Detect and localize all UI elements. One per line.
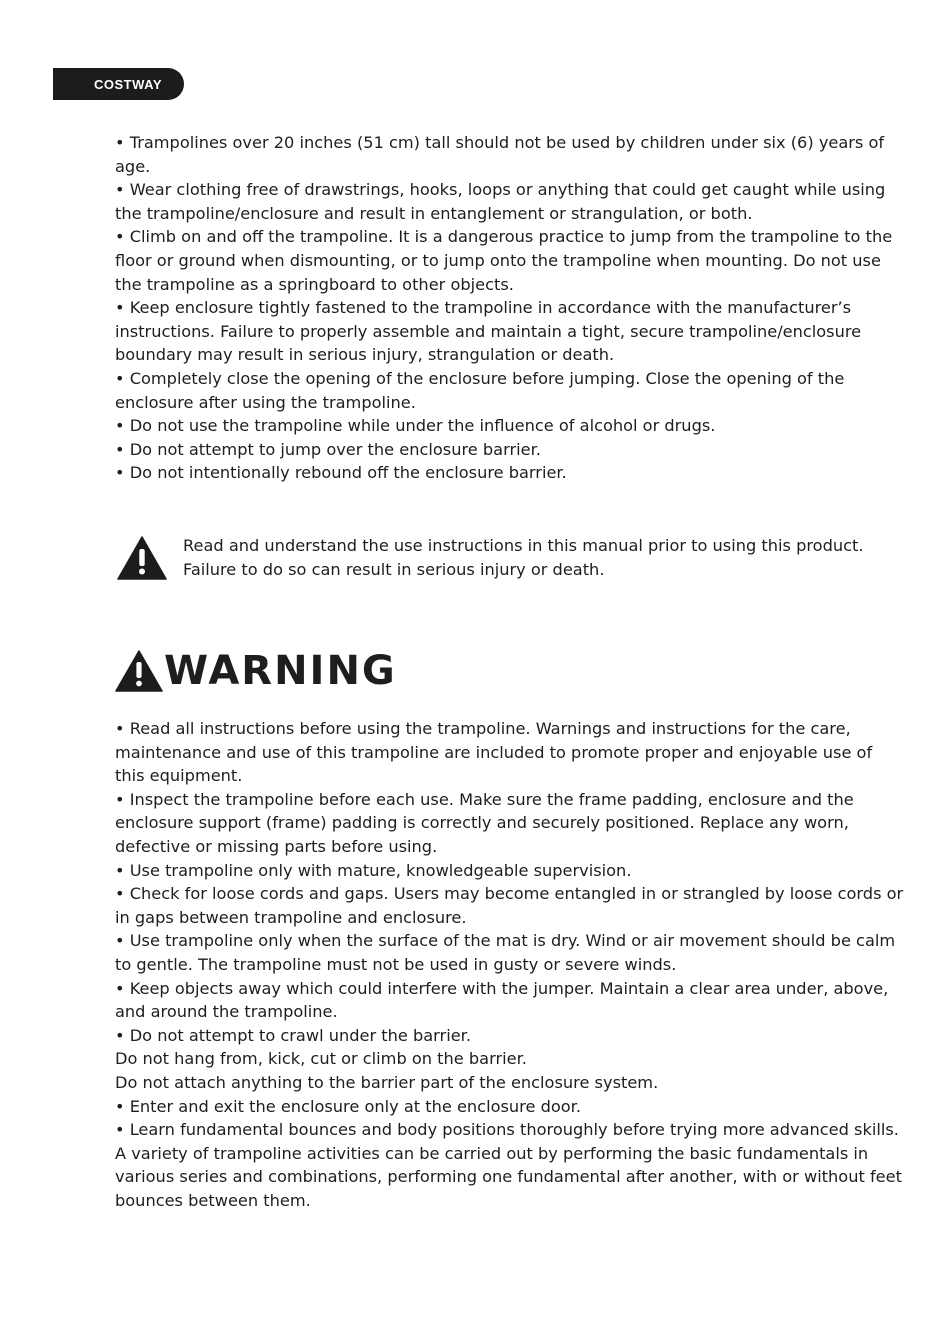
rule-item: • Wear clothing free of drawstrings, hooks, loops or anything that could get caught while using the trampoline/enclosure and result in entanglement or strangulation, or both. (115, 180, 886, 223)
warning-triangle-icon (117, 536, 167, 580)
rule-item: • Enter and exit the enclosure only at the enclosure door. (115, 1096, 581, 1116)
warning-rules-list (115, 717, 905, 1212)
rule-item: • Use trampoline only when the surface of the mat is dry. Wind or air movement should be calm to gentle. The trampoline must not be used in gusty or severe winds. (115, 931, 896, 974)
rule-item: • Keep objects away which could interfere with the jumper. Maintain a clear area under, above, and around the trampoline. (115, 978, 889, 1022)
rule-item: • Read all instructions before using the trampoline. Warnings and instructions for the care, maintenance and use of this trampoline are included to promote proper and enjoyable use of this equipment. (115, 719, 873, 786)
rule-item: Do not hang from, kick, cut or climb on the barrier. (115, 1049, 527, 1069)
warning-triangle-icon (115, 650, 163, 692)
rule-item: • Check for loose cords and gaps. Users may become entangled in or strangled by loose cords or in gaps between trampoline and enclosure. (115, 884, 904, 927)
rule-item: • Inspect the trampoline before each use. Make sure the frame padding, enclosure and the enclosure support (frame) padding is correctly and securely positioned. Replace any worn, defective or missing parts before using. (115, 789, 854, 856)
brand-name: COSTWAY (94, 76, 163, 92)
rule-item: • Use trampoline only with mature, knowledgeable supervision. (115, 860, 632, 880)
rule-item: • Learn fundamental bounces and body positions thoroughly before trying more advanced skills. A variety of trampoline activities can be carried out by performing the basic fundamentals in various series and combinations, performing one fundamental after another, with or without feet bounces between them. (115, 1120, 902, 1210)
rule-item: • Do not intentionally rebound off the enclosure barrier. (115, 463, 567, 483)
rule-item: • Climb on and off the trampoline. It is a dangerous practice to jump from the trampoline to the floor or ground when dismounting, or to jump onto the trampoline when mounting. Do not use the trampoline as a springboard to other objects. (115, 227, 893, 294)
rule-item: • Do not use the trampoline while under the influence of alcohol or drugs. (115, 416, 716, 436)
rule-item: • Keep enclosure tightly fastened to the trampoline in accordance with the manufacturer’s instructions. Failure to properly assemble and maintain a tight, secure trampoline/enclosure boundary may result in serious injury, strangulation or death. (115, 298, 862, 365)
notice-text: Read and understand the use instructions in this manual prior to using this product. Failure to do so can result in serious injury or death. (183, 536, 864, 579)
rule-item: • Completely close the opening of the enclosure before jumping. Close the opening of the enclosure after using the trampoline. (115, 368, 845, 412)
rule-item: Do not attach anything to the barrier part of the enclosure system. (115, 1072, 659, 1092)
brand-logo (53, 68, 184, 100)
rule-item: • Do not attempt to crawl under the barrier. (115, 1025, 471, 1045)
rule-item: • Do not attempt to jump over the enclosure barrier. (115, 439, 541, 459)
rule-item: • Trampolines over 20 inches (51 cm) tall should not be used by children under six (6) years of age. (115, 133, 885, 176)
warning-title: WARNING (164, 648, 397, 694)
warning-heading (115, 646, 397, 696)
safety-rules-list (115, 131, 905, 485)
